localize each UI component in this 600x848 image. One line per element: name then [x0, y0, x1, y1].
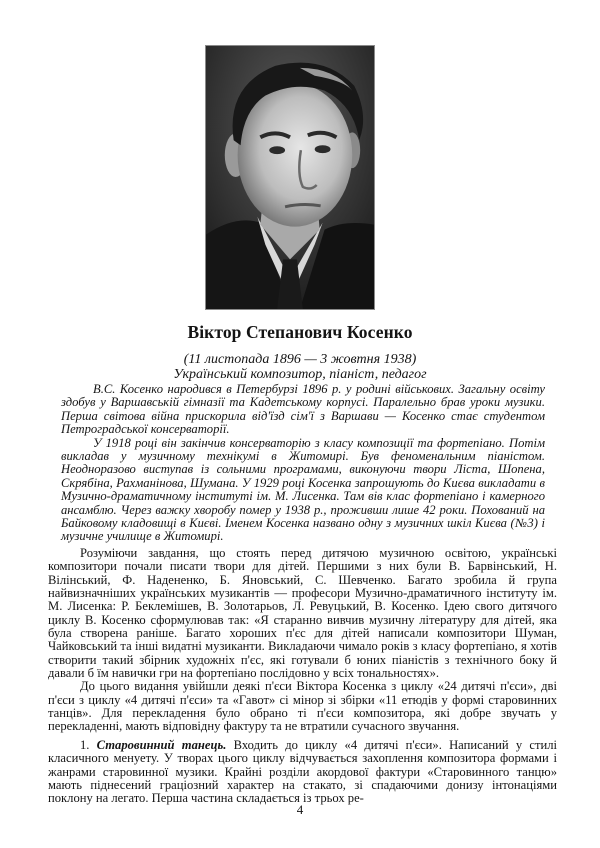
body-paragraph: До цього видання увійшли деякі п'єси Віктора Косенка з циклу «24 дитячі п'єси», дві п'єси з циклу «4 дитячі п'єси» та «Гавот» сі мінор зі збірки «11 етюдів у формі старовинних танців». Для перекладення було обрано ті п'єси композитора, які добре звучать у перекладенні, мають відповідну фактуру та не втратили сучасного звучання. [48, 679, 557, 734]
life-dates: (11 листопада 1896 — 3 жовтня 1938) [183, 352, 417, 367]
composer-portrait-photo [205, 45, 375, 310]
item-text: Входить до циклу «4 дитячі п'єси». Написаний у стилі класичного менуету. У творах цього циклу відчувається захоплення композитора формами і жанрами старовинної музики. Крайні розділи акордової фактури «Старовинного танцю» мають піднесений граціозний характер на стакато, зі спадаючими донизу інтонаціями поклону на легато. Перша частина складається із трьох ре- [48, 737, 557, 806]
composer-role-subtitle: Український композитор, піаніст, педагог [173, 367, 427, 382]
bio-paragraph: В.С. Косенко народився в Петербурзі 1896 р. у родині військових. Загальну освіту здобув у Варшавській гімназії та Кадетському корпусі. Паралельно брав уроки музики. Перша світова війна прискорила від'їзд сім'ї з Варшави — Косенко стає студентом Петроградської консерваторії. [61, 382, 545, 437]
biography-section [61, 383, 545, 544]
main-body-text [48, 547, 557, 806]
portrait-image [206, 46, 374, 309]
numbered-item-paragraph [48, 739, 557, 806]
bio-paragraph: У 1918 році він закінчив консерваторію з класу композиції та фортепіано. Потім викладав у музичному технікумі в Житомирі. Був феноменальним піаністом. Неодноразово виступав із сольними програмами, виконуючи твори Ліста, Шопена, Скрябіна, Рахманінова, Шумана. У 1929 році Косенка запрошують до Києва викладати в Музично-драматичному інституті ім. М. Лисенка. Там вів клас фортепіано і камерного ансамблю. Через важку хворобу помер у 1938 р., проживши лише 42 роки. Похований на Байковому кладовищі в Києві. Іменем Косенка названо одну з музичних шкіл Києва (№3) і музичне училище в Житомирі. [61, 435, 545, 544]
item-title: Старовинний танець. [96, 737, 227, 752]
composer-name-heading: Віктор Степанович Косенко [187, 322, 413, 342]
item-number: 1. [80, 737, 97, 752]
page-number: 4 [296, 802, 304, 817]
body-paragraph: Розуміючи завдання, що стоять перед дитячою музичною освітою, українські композитори почали писати твори для дітей. Першими з них були В. Барвінський, Н. Вілінський, Ф. Надененко, Б. Яновський, С. Шевченко. Багато зробила й група найвизначніших українських музикантів — професори Музично-драматичного інституту ім. М. Лисенка: Р. Беклемішев, В. Золотарьов, Л. Ревуцький, В. Косенко. Ідею свого дитячого циклу В. Косенко сформулював так: «Я старанно вивчив музичну літературу для дітей, яка була створена раніше. Багато хороших п'єс для дітей написали композитори Шуман, Чайковський та інші видатні музиканти. Викладаючи чимало років з класу фортепіано, я хотів створити такий збірник художніх п'єс, які готували б юних піаністів з технічного боку й давали б їм навички гри на фортепіано послідовно у всіх тональностях». [48, 546, 557, 681]
